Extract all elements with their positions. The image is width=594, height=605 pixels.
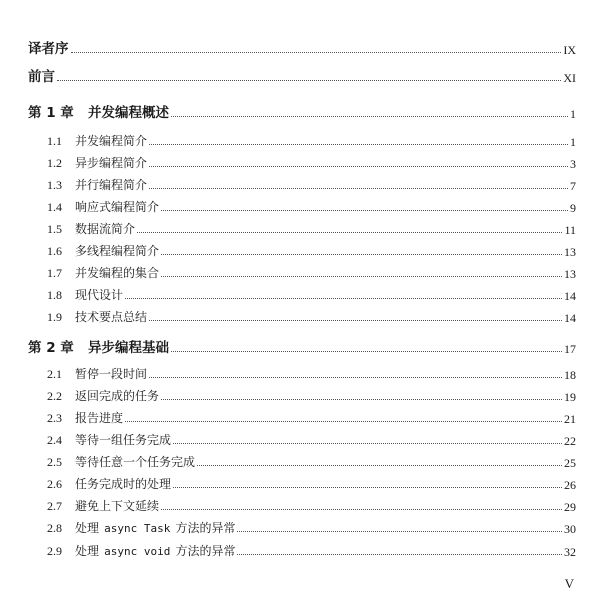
section-title: 并行编程简介: [75, 178, 148, 192]
toc-section-2-5[interactable]: [47, 449, 576, 469]
toc-entry-preface[interactable]: [28, 64, 576, 84]
section-title: 并发编程简介: [75, 134, 148, 148]
section-number: 1.6: [47, 244, 62, 258]
section-title: 报告进度: [75, 411, 124, 425]
section-number: 1.1: [47, 134, 62, 148]
toc-section-1-8[interactable]: [47, 282, 576, 302]
section-title: 多线程编程简介: [75, 244, 160, 258]
entry-page: 25: [564, 456, 576, 470]
leader-dots: [149, 166, 568, 167]
leader-dots: [173, 487, 562, 488]
section-number: 2.3: [47, 411, 62, 425]
toc-section-1-5[interactable]: [47, 216, 576, 236]
section-number: 2.9: [47, 544, 62, 558]
section-title-suffix: 方法的异常: [175, 544, 236, 558]
section-number: 1.9: [47, 310, 62, 324]
section-number: 1.8: [47, 288, 62, 302]
section-number: 2.7: [47, 499, 62, 513]
toc-section-2-2[interactable]: [47, 383, 576, 403]
section-title-suffix: 方法的异常: [175, 521, 236, 535]
section-title: 等待一组任务完成: [75, 433, 172, 447]
entry-page: 7: [570, 179, 576, 193]
leader-dots: [71, 52, 562, 53]
leader-dots: [57, 80, 561, 81]
section-title: 暂停一段时间: [75, 367, 148, 381]
section-number: 1.7: [47, 266, 62, 280]
section-title: 任务完成时的处理: [75, 477, 172, 491]
entry-page: IX: [563, 43, 576, 57]
leader-dots: [161, 210, 568, 211]
toc-section-1-1[interactable]: [47, 128, 576, 148]
section-number: 2.8: [47, 521, 62, 535]
toc-chapter-1[interactable]: [28, 100, 576, 120]
section-title-code: async Task: [104, 522, 171, 535]
section-number: 2.6: [47, 477, 62, 491]
leader-dots: [237, 554, 562, 555]
entry-page: 17: [564, 342, 576, 356]
leader-dots: [161, 276, 562, 277]
leader-dots: [149, 377, 562, 378]
toc-section-1-9[interactable]: [47, 304, 576, 324]
toc-section-2-9[interactable]: [47, 538, 576, 558]
section-number: 1.3: [47, 178, 62, 192]
section-title-code: async void: [104, 545, 171, 558]
toc-section-1-6[interactable]: [47, 238, 576, 258]
section-title-prefix: 处理: [75, 521, 100, 535]
entry-page: 1: [570, 107, 576, 121]
toc-section-2-6[interactable]: [47, 471, 576, 491]
toc-section-2-3[interactable]: [47, 405, 576, 425]
toc-section-1-7[interactable]: [47, 260, 576, 280]
entry-page: 19: [564, 390, 576, 404]
entry-page: 18: [564, 368, 576, 382]
section-number: 2.5: [47, 455, 62, 469]
entry-page: 29: [564, 500, 576, 514]
toc-section-1-4[interactable]: [47, 194, 576, 214]
leader-dots: [125, 298, 562, 299]
leader-dots: [173, 443, 562, 444]
leader-dots: [237, 531, 562, 532]
entry-page: 14: [564, 289, 576, 303]
section-number: 2.2: [47, 389, 62, 403]
toc-section-2-8[interactable]: [47, 515, 576, 535]
toc-chapter-2[interactable]: [28, 335, 576, 355]
leader-dots: [171, 116, 568, 117]
leader-dots: [197, 465, 562, 466]
toc-section-1-3[interactable]: [47, 172, 576, 192]
page-number: V: [564, 576, 574, 591]
leader-dots: [171, 351, 562, 352]
section-number: 1.2: [47, 156, 62, 170]
leader-dots: [149, 320, 562, 321]
section-number: 1.4: [47, 200, 62, 214]
entry-page: 14: [564, 311, 576, 325]
leader-dots: [149, 144, 568, 145]
section-title: 避免上下文延续: [75, 499, 160, 513]
toc-section-1-2[interactable]: [47, 150, 576, 170]
entry-title: 前言: [28, 68, 55, 85]
leader-dots: [161, 509, 562, 510]
entry-page: 13: [564, 267, 576, 281]
toc-section-2-7[interactable]: [47, 493, 576, 513]
section-title: 现代设计: [75, 288, 124, 302]
leader-dots: [125, 421, 562, 422]
leader-dots: [161, 399, 562, 400]
entry-page: 22: [564, 434, 576, 448]
chapter-number: 第 1 章: [28, 104, 74, 121]
entry-page: 11: [564, 223, 576, 237]
chapter-number: 第 2 章: [28, 339, 74, 356]
section-number: 2.4: [47, 433, 62, 447]
leader-dots: [161, 254, 562, 255]
section-number: 1.5: [47, 222, 62, 236]
section-number: 2.1: [47, 367, 62, 381]
entry-page: 1: [570, 135, 576, 149]
leader-dots: [137, 232, 562, 233]
section-title-prefix: 处理: [75, 544, 100, 558]
toc-section-2-4[interactable]: [47, 427, 576, 447]
section-title: 返回完成的任务: [75, 389, 160, 403]
entry-page: 3: [570, 157, 576, 171]
entry-page: 13: [564, 245, 576, 259]
section-title: 响应式编程简介: [75, 200, 160, 214]
leader-dots: [149, 188, 568, 189]
section-title: 等待任意一个任务完成: [75, 455, 196, 469]
section-title: 并发编程的集合: [75, 266, 160, 280]
entry-page: XI: [563, 71, 576, 85]
entry-page: 26: [564, 478, 576, 492]
chapter-title: 并发编程概述: [88, 104, 169, 121]
toc-section-2-1[interactable]: [47, 361, 576, 381]
entry-page: 21: [564, 412, 576, 426]
entry-page: 9: [570, 201, 576, 215]
section-title: 异步编程简介: [75, 156, 148, 170]
chapter-title: 异步编程基础: [88, 339, 169, 356]
toc-entry-translator-preface[interactable]: [28, 36, 576, 56]
section-title: 技术要点总结: [75, 310, 148, 324]
entry-page: 30: [564, 522, 576, 536]
entry-title: 译者序: [28, 40, 69, 57]
section-title: 数据流简介: [75, 222, 136, 236]
entry-page: 32: [564, 545, 576, 559]
